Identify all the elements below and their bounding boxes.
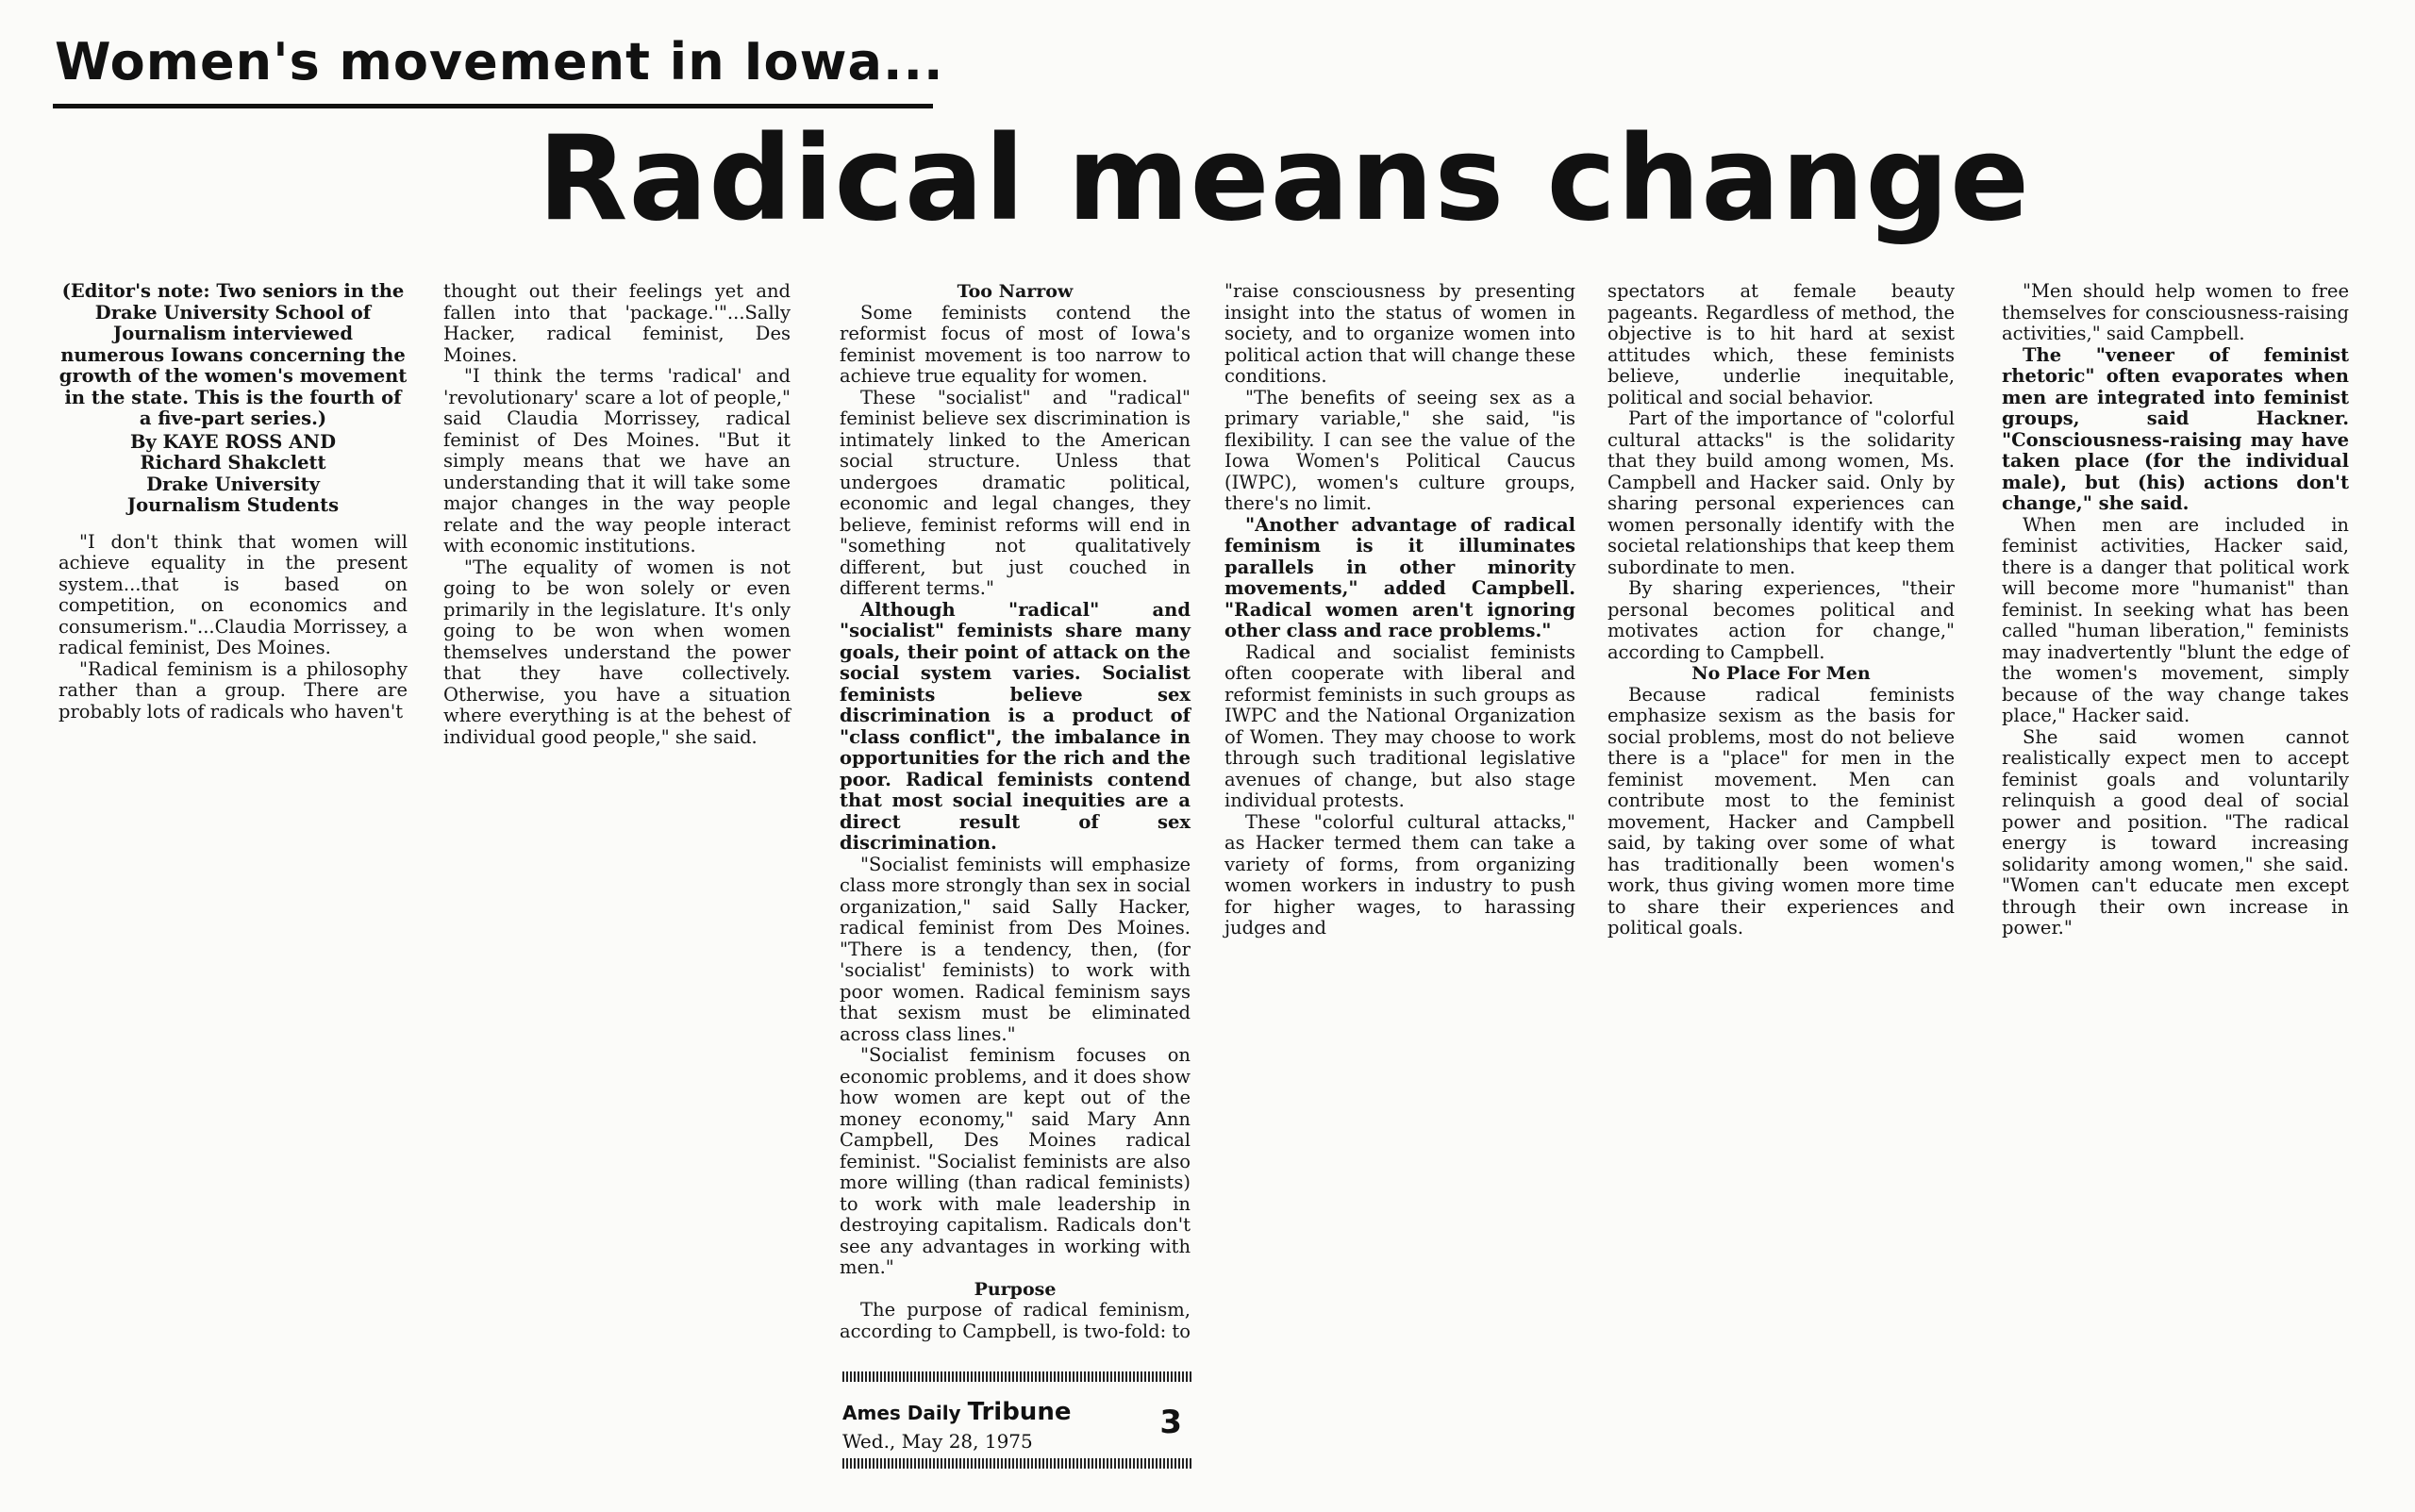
paragraph: Part of the importance of "colorful cultural attacks" is the solidarity that they build among women, Ms. Campbell and Hacker said. Only by sharing personal experiences can women personally identify with the societal relationships that keep them subordinate to men. bbox=[1607, 407, 1955, 578]
paragraph: "Socialist feminists will emphasize class more strongly than sex in social organization," said Sally Hacker, radical feminist from Des Moines. "There is a tendency, then, (for 'socialist' feminists) to work with poor women. Radical feminism says that sexism must be eliminated across class lines." bbox=[840, 853, 1191, 1045]
paragraph: "Socialist feminism focuses on economic problems, and it does show how women are kept out of the money economy," said Mary Ann Campbell, Des Moines radical feminist. "Socialist feminists are also more willing (than radical feminists) to work with male leadership in destroying capitalism. Radicals don't see any advantages in working with men." bbox=[840, 1044, 1191, 1278]
article-column-1 bbox=[58, 281, 408, 723]
byline bbox=[58, 432, 408, 517]
newspaper-nameplate bbox=[842, 1398, 1071, 1426]
paragraph: "The benefits of seeing sex as a primary variable," she said, "is flexibility. I can see the value of the Iowa Women's Political Caucus (IWPC), women's culture groups, there's no limit. bbox=[1224, 386, 1575, 514]
paragraph: Radical and socialist feminists often cooperate with liberal and reformist feminists in such groups as IWPC and the National Organization of Women. They may choose to work through such traditional legislative avenues of change, but also stage individual protests. bbox=[1224, 640, 1575, 811]
footer-rule-top bbox=[842, 1371, 1191, 1382]
bold-paragraph: Although "radical" and "socialist" feminists share many goals, their point of attack on the social system varies. Socialist feminists believe sex discrimination is a product of "class conflict", the imbalance in opportunities for the rich and the poor. Radical feminists contend that most social inequities are a direct result of sex discrimination. bbox=[840, 598, 1191, 854]
article-column-2 bbox=[443, 281, 791, 748]
nameplate-large: Tribune bbox=[967, 1398, 1072, 1426]
paragraph: "Radical feminism is a philosophy rather than a group. There are probably lots of radicals who haven't bbox=[58, 657, 408, 723]
article-column-5 bbox=[1607, 281, 1955, 939]
paragraph: "Men should help women to free themselves for consciousness-raising activities," said Campbell. bbox=[2002, 280, 2349, 344]
paragraph: Because radical feminists emphasize sexism as the basis for social problems, most do not believe there is a "place" for men in the feminist movement. Men can contribute most to the feminist movement, Hacker and Campbell said, by taking over some of what has traditionally been women's work, thus giving women more time to share their experiences and political goals. bbox=[1607, 683, 1955, 939]
page-number: 3 bbox=[1159, 1404, 1182, 1441]
paragraph: These "colorful cultural attacks," as Hacker termed them can take a variety of forms, from organizing women workers in industry to push for higher wages, to harassing judges and bbox=[1224, 810, 1575, 939]
subhead-too-narrow: Too Narrow bbox=[957, 281, 1074, 302]
paragraph: spectators at female beauty pageants. Regardless of method, the objective is to hit hard at sexist attitudes which, these feminists believe, underlie inequitable, political and social behavior. bbox=[1607, 280, 1955, 408]
kicker-underline bbox=[53, 104, 933, 108]
paragraph: "I think the terms 'radical' and 'revolutionary' scare a lot of people," said Claudia Morrissey, radical feminist of Des Moines. "But it simply means that we have an understanding that it will take some major changes in the way people relate and the way people interact with economic institutions. bbox=[443, 365, 791, 557]
bold-paragraph: The "veneer of feminist rhetoric" often evaporates when men are integrated into feminist groups, said Hackner. "Consciousness-raising may have taken place (for the individual male), but (his) actions don't change," she said. bbox=[2002, 343, 2349, 514]
paragraph: thought out their feelings yet and fallen into that 'package.'"...Sally Hacker, radical feminist, Des Moines. bbox=[443, 280, 791, 366]
paragraph: "raise consciousness by presenting insight into the status of women in society, and to organize women into political action that will change these conditions. bbox=[1224, 280, 1575, 387]
nameplate-small: Ames Daily bbox=[842, 1402, 961, 1424]
article-column-4 bbox=[1224, 281, 1575, 939]
paragraph: The purpose of radical feminism, according to Campbell, is two-fold: to bbox=[840, 1299, 1191, 1342]
headline: Radical means change bbox=[538, 111, 2031, 247]
article-column-6 bbox=[2002, 281, 2349, 939]
bold-paragraph: "Another advantage of radical feminism is it illuminates parallels in other minority movements," added Campbell. "Radical women aren't ignoring other class and race problems." bbox=[1224, 513, 1575, 641]
paragraph: By sharing experiences, "their personal becomes political and motivates action for change," according to Campbell. bbox=[1607, 577, 1955, 663]
article-column-3 bbox=[840, 281, 1191, 1342]
byline-author-2: Richard Shakclett bbox=[140, 452, 326, 474]
byline-role: Journalism Students bbox=[126, 494, 340, 516]
byline-affiliation: Drake University bbox=[146, 473, 320, 495]
footer-rule-bottom bbox=[842, 1458, 1191, 1469]
paragraph: "I don't think that women will achieve equality in the present system...that is based on competition, on economics and consumerism."...Claudia Morrissey, a radical feminist, Des Moines. bbox=[58, 530, 408, 658]
paragraph: These "socialist" and "radical" feminist believe sex discrimination is intimately linked to the American social structure. Unless that undergoes dramatic political, economic and legal changes, they believe, feminist reforms will end in "something not qualitatively different, but just couched in different terms." bbox=[840, 386, 1191, 599]
subhead-purpose: Purpose bbox=[974, 1278, 1057, 1300]
paragraph: She said women cannot realistically expect men to accept feminist goals and voluntarily relinquish a good deal of social power and position. "The radical energy is toward increasing solidarity among women," she said. "Women can't educate men except through their own increase in power." bbox=[2002, 725, 2349, 939]
paragraph: Some feminists contend the reformist focus of most of Iowa's feminist movement is too narrow to achieve true equality for women. bbox=[840, 301, 1191, 387]
publication-date: Wed., May 28, 1975 bbox=[842, 1430, 1033, 1453]
byline-authors: By KAYE ROSS AND bbox=[129, 430, 337, 453]
page-footer bbox=[842, 1366, 1193, 1470]
editors-note: (Editor's note: Two seniors in the Drake University School of Journalism interviewed numerous Iowans concerning the growth of the women's movement in the state. This is the fourth of a five-part series.) bbox=[58, 280, 408, 429]
section-kicker: Women's movement in Iowa... bbox=[55, 32, 944, 91]
subhead-no-place-for-men: No Place For Men bbox=[1691, 663, 1871, 684]
paragraph: "The equality of women is not going to be won solely or even primarily in the legislature. It's only going to be won when women themselves understand the power that they have collectively. Otherwise, you have a situation where everything is at the behest of individual good people," she said. bbox=[443, 556, 791, 748]
paragraph: When men are included in feminist activities, Hacker said, there is a danger that political work will become more "humanist" than feminist. In seeking what has been called "human liberation," feminists may inadvertently "blunt the edge of the women's movement, simply because of the way change takes place," Hacker said. bbox=[2002, 513, 2349, 726]
